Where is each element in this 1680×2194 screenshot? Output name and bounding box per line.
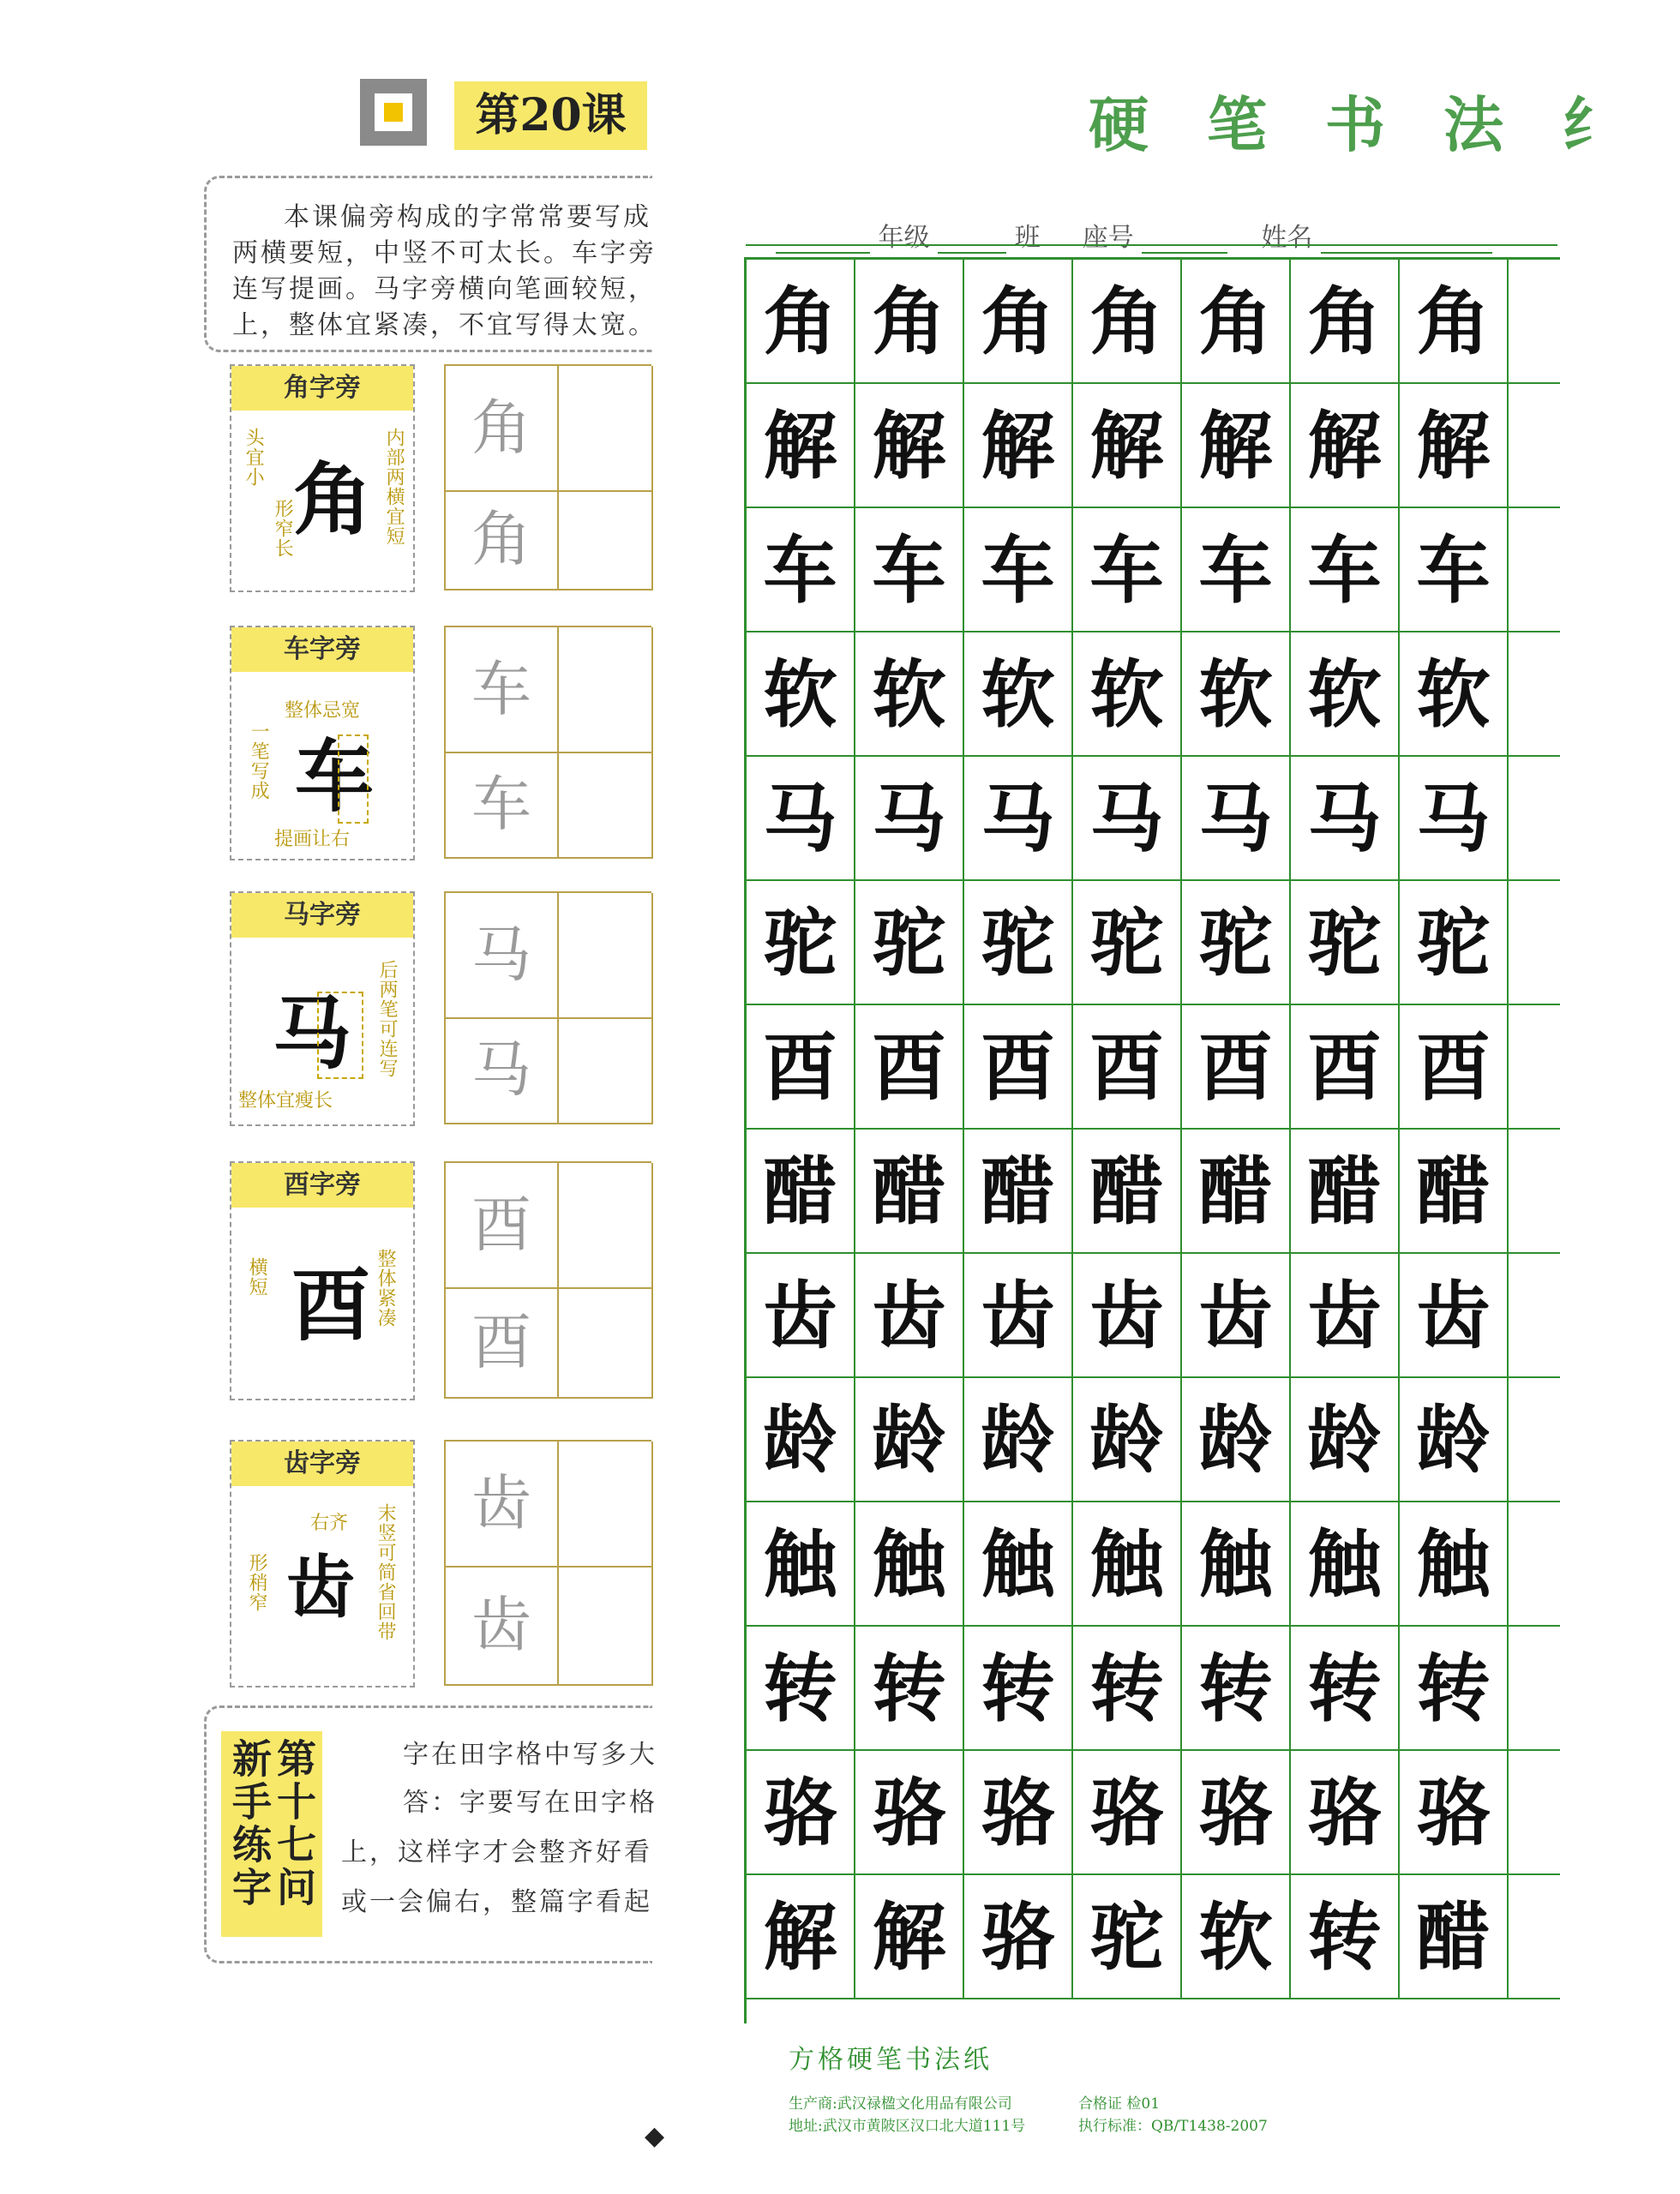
badge-text: 新手练字 xyxy=(226,1738,273,1909)
grid-cell[interactable]: 转 xyxy=(747,1627,855,1751)
radical-note: 形窄长 xyxy=(272,499,294,558)
grid-cell-partial[interactable] xyxy=(1509,881,1560,1005)
grid-cell[interactable]: 龄 xyxy=(1073,1378,1182,1502)
grid-cell-partial[interactable] xyxy=(1509,508,1560,632)
grid-cell[interactable]: 醋 xyxy=(1291,1130,1400,1254)
trace-cell[interactable]: 酉 xyxy=(446,1163,559,1289)
grid-cell[interactable]: 骆 xyxy=(855,1751,964,1875)
intro-line: 上，整体宜紧凑，不宜写得太宽。 xyxy=(232,310,657,340)
grid-cell[interactable]: 驼 xyxy=(1073,881,1182,1005)
grid-cell[interactable]: 角 xyxy=(855,260,964,384)
trace-cell[interactable]: 马 xyxy=(446,1017,559,1124)
radical-glyph: 马 xyxy=(273,987,352,1080)
qa-question: 字在田字格中写多大 xyxy=(403,1740,657,1770)
trace-cell[interactable]: 车 xyxy=(446,627,559,753)
grid-cell[interactable]: 转 xyxy=(1400,1627,1509,1751)
radical-note: 整体宜瘦长 xyxy=(238,1090,333,1112)
grid-cell[interactable]: 角 xyxy=(1400,260,1509,384)
radical-card-chi xyxy=(230,1440,415,1687)
grid-cell[interactable]: 车 xyxy=(1291,508,1400,632)
radical-title: 酉字旁 xyxy=(231,1163,413,1208)
grid-cell-partial[interactable] xyxy=(1509,1130,1560,1254)
blank-cell[interactable] xyxy=(557,1442,653,1568)
page-mark: ◆ xyxy=(645,2121,665,2151)
blank-cell[interactable] xyxy=(557,1287,653,1399)
grid-cell-partial[interactable] xyxy=(1509,1005,1560,1130)
blank-cell[interactable] xyxy=(557,490,653,590)
lesson-icon xyxy=(360,79,427,146)
radical-title: 车字旁 xyxy=(231,627,413,672)
grid-cell[interactable]: 龄 xyxy=(1182,1378,1291,1502)
footer-standard: 执行标准：QB/T1438-2007 xyxy=(1078,2118,1268,2135)
footer-producer: 生产商:武汉禄楹文化用品有限公司 xyxy=(789,2095,1012,2113)
grid-cell[interactable]: 驼 xyxy=(1400,881,1509,1005)
grid-cell[interactable]: 马 xyxy=(1291,757,1400,881)
blank-cell[interactable] xyxy=(557,1017,653,1124)
grid-cell[interactable]: 解 xyxy=(747,384,855,508)
footer-cert: 合格证 检01 xyxy=(1078,2095,1161,2113)
grid-cell[interactable]: 骆 xyxy=(1291,1751,1400,1875)
grid-cell-partial[interactable] xyxy=(1509,1254,1560,1378)
badge-text: 第十七问 xyxy=(271,1738,317,1909)
grid-cell[interactable]: 骆 xyxy=(964,1875,1073,1999)
paper-title: 硬笔书法纟 xyxy=(1089,89,1680,160)
grid-cell[interactable]: 软 xyxy=(855,632,964,757)
grid-cell[interactable]: 角 xyxy=(1291,260,1400,384)
trace-cell[interactable]: 齿 xyxy=(446,1442,559,1568)
grid-cell[interactable]: 软 xyxy=(964,632,1073,757)
grid-cell[interactable]: 车 xyxy=(747,508,855,632)
lesson-title: 第20课 xyxy=(454,81,647,150)
grid-cell[interactable]: 触 xyxy=(855,1502,964,1627)
grid-cell[interactable]: 角 xyxy=(964,260,1073,384)
grid-cell-partial[interactable] xyxy=(1509,260,1560,384)
grid-cell[interactable]: 酉 xyxy=(1400,1005,1509,1130)
blank-cell[interactable] xyxy=(557,752,653,859)
grid-cell[interactable]: 马 xyxy=(747,757,855,881)
grid-cell[interactable]: 齿 xyxy=(747,1254,855,1378)
grid-cell[interactable]: 驼 xyxy=(855,881,964,1005)
grid-cell[interactable]: 酉 xyxy=(1073,1005,1182,1130)
seat-blank[interactable] xyxy=(1142,228,1227,254)
qa-answer-line: 答：字要写在田字格 xyxy=(403,1788,657,1818)
grid-cell[interactable]: 车 xyxy=(1073,508,1182,632)
grid-cell[interactable]: 解 xyxy=(1182,384,1291,508)
grid-cell[interactable]: 触 xyxy=(1291,1502,1400,1627)
blank-cell[interactable] xyxy=(557,893,653,1019)
grid-cell[interactable]: 触 xyxy=(1073,1502,1182,1627)
grid-cell-partial[interactable] xyxy=(1509,1875,1560,1999)
grid-cell[interactable]: 软 xyxy=(1182,1875,1291,1999)
grid-cell[interactable]: 驼 xyxy=(747,881,855,1005)
grid-cell[interactable]: 转 xyxy=(1073,1627,1182,1751)
grid-cell[interactable]: 龄 xyxy=(964,1378,1073,1502)
grid-cell[interactable]: 齿 xyxy=(1400,1254,1509,1378)
grid-cell[interactable]: 马 xyxy=(1073,757,1182,881)
radical-note: 横短 xyxy=(246,1257,268,1297)
grid-cell-partial[interactable] xyxy=(1509,1502,1560,1627)
grid-cell[interactable]: 车 xyxy=(1182,508,1291,632)
trace-cell[interactable]: 酉 xyxy=(446,1287,559,1399)
trace-cell[interactable]: 车 xyxy=(446,752,559,859)
grid-cell[interactable]: 齿 xyxy=(1291,1254,1400,1378)
grid-cell[interactable]: 龄 xyxy=(747,1378,855,1502)
radical-note: 内部两横宜短 xyxy=(383,428,405,546)
grid-cell-partial[interactable] xyxy=(1509,632,1560,757)
practice-grid xyxy=(444,1161,651,1399)
radical-note: 末竖可简省回带 xyxy=(375,1503,397,1641)
info-rule xyxy=(746,244,1557,246)
class-label: 班 xyxy=(1014,223,1041,253)
grid-cell[interactable]: 醋 xyxy=(1182,1130,1291,1254)
radical-note: 形稍窄 xyxy=(246,1553,268,1612)
radical-note: 头宜小 xyxy=(243,428,265,487)
grid-cell[interactable]: 马 xyxy=(1400,757,1509,881)
grid-cell[interactable]: 解 xyxy=(1291,384,1400,508)
grid-cell[interactable]: 驼 xyxy=(1182,881,1291,1005)
guide-box xyxy=(317,992,363,1079)
class-blank[interactable] xyxy=(938,228,1006,254)
grid-cell[interactable]: 转 xyxy=(1182,1627,1291,1751)
grid-cell[interactable]: 马 xyxy=(964,757,1073,881)
radical-glyph: 齿 xyxy=(286,1547,355,1628)
grid-cell[interactable]: 骆 xyxy=(1073,1751,1182,1875)
grid-cell[interactable]: 酉 xyxy=(964,1005,1073,1130)
grid-cell[interactable]: 转 xyxy=(964,1627,1073,1751)
grid-cell[interactable]: 齿 xyxy=(964,1254,1073,1378)
grid-cell[interactable]: 车 xyxy=(1400,508,1509,632)
grade-blank[interactable] xyxy=(776,228,870,254)
trace-cell[interactable]: 角 xyxy=(446,490,559,590)
grid-cell[interactable]: 转 xyxy=(855,1627,964,1751)
grid-cell[interactable]: 醋 xyxy=(1400,1875,1509,1999)
grid-cell-partial[interactable] xyxy=(1509,757,1560,881)
grid-cell[interactable]: 酉 xyxy=(747,1005,855,1130)
radical-card-ma xyxy=(230,891,415,1126)
grid-cell[interactable]: 骆 xyxy=(1182,1751,1291,1875)
grid-cell-partial[interactable] xyxy=(1509,1751,1560,1875)
practice-grid xyxy=(444,891,651,1124)
grid-cell[interactable]: 酉 xyxy=(855,1005,964,1130)
intro-line: 本课偏旁构成的字常常要写成 xyxy=(284,202,651,232)
radical-note: 整体忌宽 xyxy=(285,700,361,722)
grid-cell[interactable]: 触 xyxy=(1400,1502,1509,1627)
practice-grid xyxy=(444,1440,651,1686)
blank-cell[interactable] xyxy=(557,1566,653,1686)
grid-cell[interactable]: 触 xyxy=(1182,1502,1291,1627)
radical-note: 提画让右 xyxy=(274,829,351,850)
grid-cell-partial[interactable] xyxy=(1509,384,1560,508)
radical-title: 齿字旁 xyxy=(231,1442,413,1486)
paper-label: 方格硬笔书法纸 xyxy=(789,2045,993,2075)
grid-cell[interactable]: 软 xyxy=(1073,632,1182,757)
grid-cell[interactable]: 骆 xyxy=(747,1751,855,1875)
blank-cell[interactable] xyxy=(557,627,653,753)
grid-cell[interactable]: 角 xyxy=(1182,260,1291,384)
grid-cell[interactable]: 触 xyxy=(964,1502,1073,1627)
grid-cell[interactable]: 酉 xyxy=(1182,1005,1291,1130)
grid-cell[interactable]: 软 xyxy=(1182,632,1291,757)
blank-cell[interactable] xyxy=(557,366,653,492)
grid-cell[interactable]: 驼 xyxy=(1291,881,1400,1005)
grid-cell[interactable]: 角 xyxy=(747,260,855,384)
intro-line: 连写提画。马字旁横向笔画较短， xyxy=(232,274,657,304)
grid-cell[interactable]: 骆 xyxy=(964,1751,1073,1875)
grid-cell[interactable]: 龄 xyxy=(1291,1378,1400,1502)
grid-cell[interactable]: 软 xyxy=(1400,632,1509,757)
grid-cell[interactable]: 车 xyxy=(855,508,964,632)
qa-badge xyxy=(221,1731,322,1937)
grid-cell[interactable]: 车 xyxy=(964,508,1073,632)
grid-cell[interactable]: 醋 xyxy=(1400,1130,1509,1254)
grid-cell[interactable]: 马 xyxy=(855,757,964,881)
grid-cell[interactable]: 齿 xyxy=(1073,1254,1182,1378)
grade-label: 年级 xyxy=(878,223,930,253)
grid-cell[interactable]: 龄 xyxy=(855,1378,964,1502)
grid-cell[interactable]: 解 xyxy=(964,384,1073,508)
grid-cell[interactable]: 骆 xyxy=(1400,1751,1509,1875)
practice-grid xyxy=(444,626,651,859)
intro-line: 两横要短，中竖不可太长。车字旁 xyxy=(232,238,657,268)
grid-cell[interactable]: 转 xyxy=(1291,1627,1400,1751)
grid-cell[interactable]: 齿 xyxy=(1182,1254,1291,1378)
grid-cell[interactable]: 龄 xyxy=(1400,1378,1509,1502)
radical-title: 马字旁 xyxy=(231,893,413,938)
qa-answer-line: 上，这样字才会整齐好看 xyxy=(341,1837,652,1867)
radical-glyph: 角 xyxy=(293,453,373,546)
blank-cell[interactable] xyxy=(557,1163,653,1289)
grid-cell[interactable]: 马 xyxy=(1182,757,1291,881)
radical-title: 角字旁 xyxy=(231,366,413,411)
lesson-intro xyxy=(204,176,657,352)
grid-cell[interactable]: 转 xyxy=(1291,1875,1400,1999)
trace-cell[interactable]: 马 xyxy=(446,893,559,1019)
grid-cell[interactable]: 驼 xyxy=(964,881,1073,1005)
name-blank[interactable] xyxy=(1321,228,1492,254)
grid-cell[interactable]: 解 xyxy=(855,1875,964,1999)
grid-cell[interactable]: 解 xyxy=(855,384,964,508)
radical-glyph: 酉 xyxy=(291,1259,371,1352)
practice-sheet-grid xyxy=(744,257,1560,2023)
radical-note: 整体紧凑 xyxy=(375,1249,397,1328)
qa-answer-line: 或一会偏右，整篇字看起 xyxy=(341,1887,652,1917)
grid-cell[interactable]: 解 xyxy=(1400,384,1509,508)
grid-cell[interactable]: 角 xyxy=(1073,260,1182,384)
grid-cell[interactable]: 醋 xyxy=(964,1130,1073,1254)
radical-note: 右齐 xyxy=(310,1513,349,1534)
radical-note: 后两笔可连写 xyxy=(376,960,399,1078)
trace-cell[interactable]: 角 xyxy=(446,366,559,492)
grid-cell[interactable]: 齿 xyxy=(855,1254,964,1378)
grid-cell[interactable]: 解 xyxy=(747,1875,855,1999)
practice-grid xyxy=(444,364,651,590)
grid-cell[interactable]: 醋 xyxy=(855,1130,964,1254)
radical-card-you xyxy=(230,1161,415,1400)
grid-cell[interactable]: 醋 xyxy=(1073,1130,1182,1254)
radical-card-che xyxy=(230,626,415,860)
student-info-row xyxy=(776,216,1492,254)
grid-cell[interactable]: 软 xyxy=(1291,632,1400,757)
grid-cell[interactable]: 触 xyxy=(747,1502,855,1627)
radical-glyph: 车 xyxy=(295,730,375,823)
grid-cell[interactable]: 酉 xyxy=(1291,1005,1400,1130)
grid-cell[interactable]: 驼 xyxy=(1073,1875,1182,1999)
name-label: 姓名 xyxy=(1261,223,1313,253)
grid-cell[interactable]: 软 xyxy=(747,632,855,757)
grid-cell-partial[interactable] xyxy=(1509,1378,1560,1502)
grid-cell[interactable]: 解 xyxy=(1073,384,1182,508)
radical-card-jiao xyxy=(230,364,415,592)
footer-address: 地址:武汉市黄陂区汉口北大道111号 xyxy=(789,2118,1026,2135)
seat-label: 座号 xyxy=(1082,223,1134,253)
grid-cell-partial[interactable] xyxy=(1509,1627,1560,1751)
trace-cell[interactable]: 齿 xyxy=(446,1566,559,1686)
grid-cell[interactable]: 醋 xyxy=(747,1130,855,1254)
guide-box xyxy=(338,734,369,824)
radical-note: 一笔写成 xyxy=(248,722,270,800)
